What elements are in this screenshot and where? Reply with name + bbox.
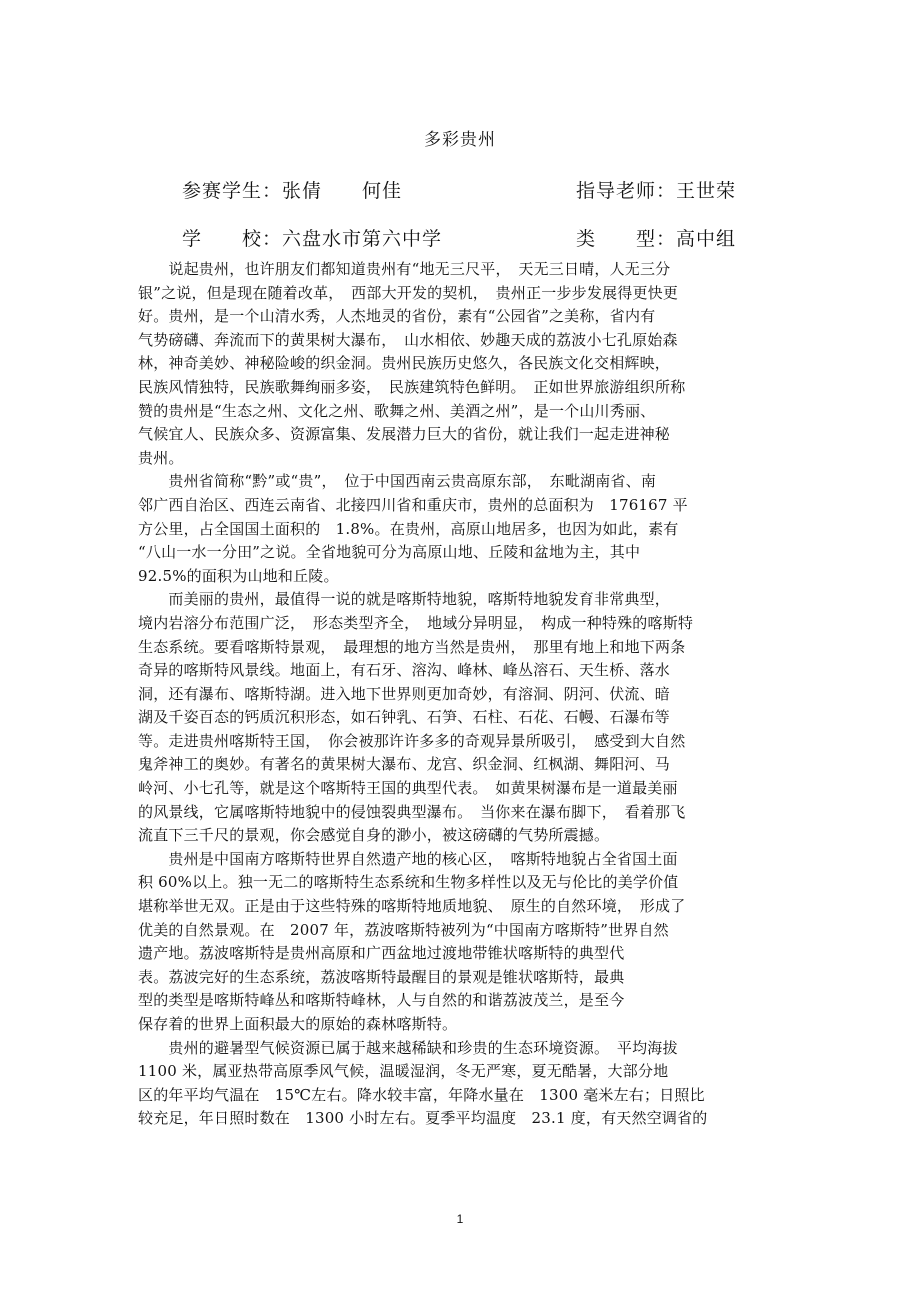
text-line: 鬼斧神工的奥妙。有著名的黄果树大瀑布、龙宫、织金洞、红枫湖、舞阳河、马 bbox=[138, 755, 671, 774]
text-line: 表。荔波完好的生态系统，荔波喀斯特最醒目的景观是锥状喀斯特，最典 bbox=[138, 967, 625, 986]
text-line: 贵州是中国南方喀斯特世界自然遗产地的核心区， 喀斯特地貌占全省国土面 bbox=[138, 849, 678, 868]
text-line: 气候宜人、民族众多、资源富集、发展潜力巨大的省份，就让我们一起走进神秘 bbox=[138, 425, 671, 444]
text-line: 贵州。 bbox=[138, 448, 184, 467]
document-body bbox=[138, 258, 788, 1131]
text-line: 气势磅礴、奔流而下的黄果树大瀑布， 山水相依、妙趣天成的荔波小七孔原始森 bbox=[138, 330, 678, 349]
paragraph bbox=[138, 470, 788, 588]
text-line: 洞，还有瀑布、喀斯特湖。进入地下世界则更加奇妙，有溶洞、阴河、伏流、暗 bbox=[138, 684, 671, 703]
text-line: 92.5%的面积为山地和丘陵。 bbox=[138, 566, 339, 585]
text-line: 积 60%以上。独一无二的喀斯特生态系统和生物多样性以及无与伦比的美学价值 bbox=[138, 873, 679, 892]
text-line: 贵州省简称“黔”或“贵”， 位于中国西南云贵高原东部， 东毗湖南省、南 bbox=[138, 472, 657, 491]
text-line: 贵州的避暑型气候资源已属于越来越稀缺和珍贵的生态环境资源。 平均海拔 bbox=[138, 1038, 678, 1057]
students-label: 参赛学生：张倩 何佳 bbox=[182, 180, 403, 202]
paragraph bbox=[138, 848, 788, 1037]
paragraph bbox=[138, 588, 788, 848]
text-line: 而美丽的贵州，最值得一说的就是喀斯特地貌，喀斯特地貌发育非常典型， bbox=[138, 590, 671, 609]
text-line: 流直下三千尺的景观，你会感觉自身的渺小，被这磅礴的气势所震撼。 bbox=[138, 826, 610, 845]
text-line: 银”之说，但是现在随着改革， 西部大开发的契机， 贵州正一步步发展得更快更 bbox=[138, 283, 679, 302]
text-line: 邻广西自治区、西连云南省、北接四川省和重庆市，贵州的总面积为 176167 平 bbox=[138, 495, 688, 514]
text-line: 境内岩溶分布范围广泛， 形态类型齐全， 地域分异明显， 构成一种特殊的喀斯特 bbox=[138, 613, 694, 632]
text-line: 堪称举世无双。正是由于这些特殊的喀斯特地质地貌、 原生的自然环境， 形成了 bbox=[138, 897, 686, 916]
text-line: 1100 米，属亚热带高原季风气候，温暖湿润，冬无严寒，夏无酷暑，大部分地 bbox=[138, 1062, 669, 1081]
text-line: 较充足，年日照时数在 1300 小时左右。夏季平均温度 23.1 度，有天然空调省的 bbox=[138, 1109, 708, 1128]
text-line: 生态系统。要看喀斯特景观， 最理想的地方当然是贵州， 那里有地上和地下两条 bbox=[138, 637, 686, 656]
text-line: 民族风情独特，民族歌舞绚丽多姿， 民族建筑特色鲜明。 正如世界旅游组织所称 bbox=[138, 377, 686, 396]
text-line: 湖及千姿百态的钙质沉积形态，如石钟乳、石笋、石柱、石花、石幔、石瀑布等 bbox=[138, 708, 671, 727]
text-line: “八山一水一分田”之说。全省地貌可分为高原山地、丘陵和盆地为主，其中 bbox=[138, 543, 641, 562]
page-number: 1 bbox=[456, 1212, 464, 1226]
text-line: 的风景线，它属喀斯特地貌中的侵蚀裂典型瀑布。 当你来在瀑布脚下， 看着那飞 bbox=[138, 802, 686, 821]
text-line: 方公里，占全国国土面积的 1.8%。在贵州，高原山地居多，也因为如此，素有 bbox=[138, 519, 679, 538]
paragraph bbox=[138, 1037, 788, 1131]
text-line: 林，神奇美妙、神秘险峻的织金洞。贵州民族历史悠久，各民族文化交相辉映， bbox=[138, 354, 671, 373]
document-title: 多彩贵州 bbox=[424, 130, 496, 150]
category-label: 类 型：高中组 bbox=[576, 228, 737, 250]
text-line: 岭河、小七孔等，就是这个喀斯特王国的典型代表。 如黄果树瀑布是一道最美丽 bbox=[138, 779, 678, 798]
text-line: 赞的贵州是“生态之州、文化之州、歌舞之州、美酒之州”，是一个山川秀丽、 bbox=[138, 401, 656, 420]
school-label: 学 校：六盘水市第六中学 bbox=[182, 228, 443, 250]
text-line: 好。贵州，是一个山清水秀，人杰地灵的省份，素有“公园省”之美称，省内有 bbox=[138, 307, 656, 326]
text-line: 区的年平均气温在 15℃左右。降水较丰富，年降水量在 1300 毫米左右；日照比 bbox=[138, 1085, 705, 1104]
text-line: 等。走进贵州喀斯特王国， 你会被那许许多多的奇观异景所吸引， 感受到大自然 bbox=[138, 731, 686, 750]
text-line: 型的类型是喀斯特峰丛和喀斯特峰林，人与自然的和谐荔波茂兰，是至今 bbox=[138, 991, 625, 1010]
teacher-label: 指导老师：王世荣 bbox=[576, 180, 737, 202]
text-line: 遗产地。荔波喀斯特是贵州高原和广西盆地过渡地带锥状喀斯特的典型代 bbox=[138, 944, 625, 963]
paragraph bbox=[138, 258, 788, 470]
text-line: 说起贵州，也许朋友们都知道贵州有“地无三尺平， 天无三日晴，人无三分 bbox=[138, 260, 671, 278]
text-line: 保存着的世界上面积最大的原始的森林喀斯特。 bbox=[138, 1015, 458, 1033]
text-line: 优美的自然景观。在 2007 年，荔波喀斯特被列为“中国南方喀斯特”世界自然 bbox=[138, 920, 669, 939]
text-line: 奇异的喀斯特风景线。地面上，有石牙、溶沟、峰林、峰丛溶石、天生桥、落水 bbox=[138, 661, 671, 680]
